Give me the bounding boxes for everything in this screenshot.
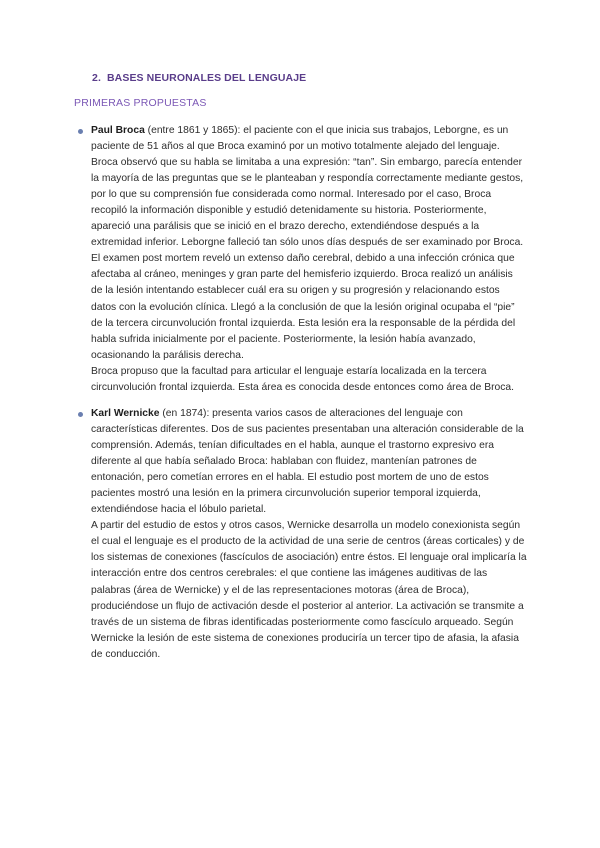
- bullet-icon: [78, 129, 83, 134]
- paragraph-broca: [91, 123, 527, 364]
- person-name: Paul Broca: [91, 125, 145, 136]
- section-heading: [92, 72, 306, 84]
- section-title: BASES NEURONALES DEL LENGUAJE: [106, 72, 307, 84]
- subheading: PRIMERAS PROPUESTAS: [74, 97, 207, 109]
- paragraph-wernicke: [91, 406, 527, 518]
- paragraph-broca-conclusion: Broca propuso que la facultad para articular el lenguaje estaría localizada en la tercera circunvolución frontal izquierda. Esta área es conocida desde entonces como área de Broca.: [91, 365, 514, 393]
- bullet-icon: [78, 412, 83, 417]
- person-name: Karl Wernicke: [91, 408, 160, 419]
- paragraph-text: (entre 1861 y 1865): el paciente con el que inicia sus trabajos, Leborgne, es un paciente de 51 años al que Broca examinó por un motivo totalmente alejado del lenguaje. Broca observó que su habla se limitaba a una expresión: “tan”. Sin embargo, parecía entender la mayoría de las preguntas que se le planteaban y respondía correctamente mediante gestos, por lo que su comprensión fue considerada como normal. Interesado por el caso, Broca recopiló la información disponible y estudió detenidamente su historia. Posteriormente, apareció una parálisis que se inició en el brazo derecho, extendiéndose después a la extremidad inferior. Leborgne falleció tan sólo unos días después de ser examinado por Broca. El examen post mortem reveló un extenso daño cerebral, debido a una infección crónica que afectaba al cráneo, meninges y gran parte del hemisferio izquierdo. Broca realizó un análisis de la lesión intentando establecer cuál era su origen y su progresión y relacionando estos datos con la evolución clínica. Llegó a la conclusión de que la lesión original ocupaba el “pie” de la tercera circunvolución frontal izquierda. Esta lesión era la responsable de la pérdida del habla sufrida inicialmente por el paciente. Posteriormente, la lesión había avanzado, ocasionando la parálisis derecha.: [91, 125, 524, 361]
- section-number: 2.: [92, 72, 101, 84]
- list-item-broca: [91, 123, 527, 396]
- list-item-wernicke: [91, 406, 527, 663]
- paragraph-text: (en 1874): presenta varios casos de alteraciones del lenguaje con características diferentes. Dos de sus pacientes presentaban una alteración considerable de la comprensión. Además, tenían dificultades en el habla, aunque el trastorno expresivo era diferente al que había señalado Broca: hablaban con fluidez, mantenían patrones de entonación, pero cometían errores en el habla. El estudio post mortem de uno de estos pacientes mostró una lesión en la primera circunvolución superior temporal izquierda, extendiéndose hacia el lóbulo parietal.: [91, 408, 524, 516]
- paragraph-wernicke-model: A partir del estudio de estos y otros casos, Wernicke desarrolla un modelo conexionista según el cual el lenguaje es el producto de la actividad de una serie de centros (áreas corticales) y de los sistemas de conexiones (fascículos de asociación) entre éstos. El lenguaje oral implicaría la interacción entre dos centros cerebrales: el que contiene las imágenes auditivas de las palabras (área de Wernicke) y el de las representaciones motoras (área de Broca), produciéndose un flujo de activación desde el posterior al anterior. La activación se transmite a través de un sistema de fibras identificadas posteriormente como fascículo arqueado. Según Wernicke la lesión de este sistema de conexiones produciría un tercer tipo de afasia, la afasia de conducción.: [91, 520, 527, 660]
